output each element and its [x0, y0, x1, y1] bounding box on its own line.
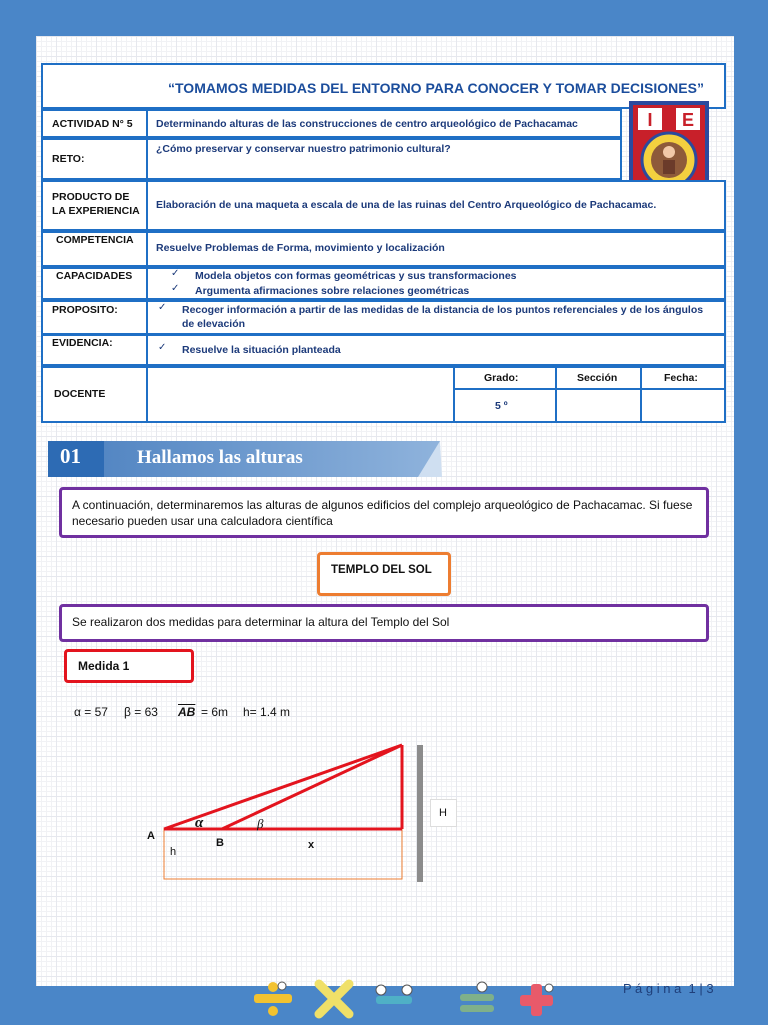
grado-label: Grado:: [484, 372, 519, 384]
given-beta: β = 63: [124, 705, 158, 719]
given-ab-value: = 6m: [201, 705, 229, 719]
given-alpha: α = 57: [74, 705, 108, 719]
label-beta: β: [257, 816, 264, 831]
proposito-value: Recoger información a partir de las medidas de la distancia de los puntos referenciales y de los ángulos de elevación: [182, 304, 704, 330]
reto-label: RETO:: [52, 153, 85, 165]
actividad-value: Determinando alturas de las construcciones de centro arqueológico de Pachacamac: [156, 118, 578, 130]
capacidades-label: CAPACIDADES: [56, 270, 133, 282]
check-icon: ✓: [171, 268, 180, 279]
section-number: 01: [60, 444, 81, 468]
fecha-value-cell[interactable]: [640, 388, 726, 423]
reto-value: ¿Cómo preservar y conservar nuestro patrimonio cultural?: [156, 143, 451, 155]
temple-title: TEMPLO DEL SOL: [331, 564, 432, 576]
label-x: x: [308, 839, 315, 851]
page-number: P á g i n a 1 | 3: [623, 981, 714, 996]
svg-text:E: E: [681, 110, 695, 130]
proposito-label: PROPOSITO:: [52, 304, 118, 316]
label-a: A: [147, 830, 155, 842]
producto-value: Elaboración de una maqueta a escala de una de las ruinas del Centro Arqueológico de Pachacamac.: [156, 199, 657, 211]
seccion-value-cell[interactable]: [555, 388, 642, 423]
worksheet-title: “TOMAMOS MEDIDAS DEL ENTORNO PARA CONOCER Y TOMAR DECISIONES”: [168, 80, 704, 96]
given-ab: $\overline{AB}$: [178, 705, 196, 719]
label-h: h: [170, 846, 177, 858]
docente-value-cell[interactable]: [146, 366, 455, 423]
seccion-label: Sección: [577, 372, 618, 384]
subtraction-figure-icon: [373, 978, 415, 1020]
grado-value: 5 º: [495, 400, 508, 412]
addition-figure-icon: [516, 978, 558, 1020]
given-h: h= 1.4 m: [243, 705, 291, 719]
equals-figure-icon: [456, 978, 498, 1020]
check-icon: ✓: [158, 302, 167, 313]
section-title: Hallamos las alturas: [137, 447, 303, 468]
medida-label: Medida 1: [78, 659, 130, 673]
fecha-label: Fecha:: [664, 372, 698, 384]
actividad-label: ACTIVIDAD N° 5: [52, 118, 133, 130]
division-figure-icon: [252, 978, 294, 1020]
evidencia-label: EVIDENCIA:: [52, 337, 113, 349]
producto-label: PRODUCTO DE LA EXPERIENCIA: [52, 191, 140, 217]
multiplication-figure-icon: [313, 978, 355, 1020]
competencia-label: COMPETENCIA: [56, 234, 134, 246]
check-icon: ✓: [171, 283, 180, 294]
check-icon: ✓: [158, 342, 167, 353]
triangle-diagram: [140, 735, 460, 885]
capacidad-item-2: Argumenta afirmaciones sobre relaciones geométricas: [195, 285, 470, 297]
intro-text: A continuación, determinaremos las alturas de algunos edificios del complejo arqueológico de Pachacamac. Si fuese necesario pueden usar una calculadora científica: [72, 498, 693, 528]
capacidad-item-1: Modela objetos con formas geométricas y sus transformaciones: [195, 270, 517, 282]
docente-label: DOCENTE: [54, 388, 106, 400]
label-H: H: [439, 807, 447, 819]
svg-text:I: I: [647, 110, 653, 130]
competencia-value: Resuelve Problemas de Forma, movimiento y localización: [156, 242, 445, 254]
evidencia-value: Resuelve la situación planteada: [182, 344, 341, 356]
label-b: B: [216, 837, 224, 849]
label-alpha: α: [195, 815, 204, 831]
measures-text: Se realizaron dos medidas para determinar la altura del Templo del Sol: [72, 615, 450, 629]
